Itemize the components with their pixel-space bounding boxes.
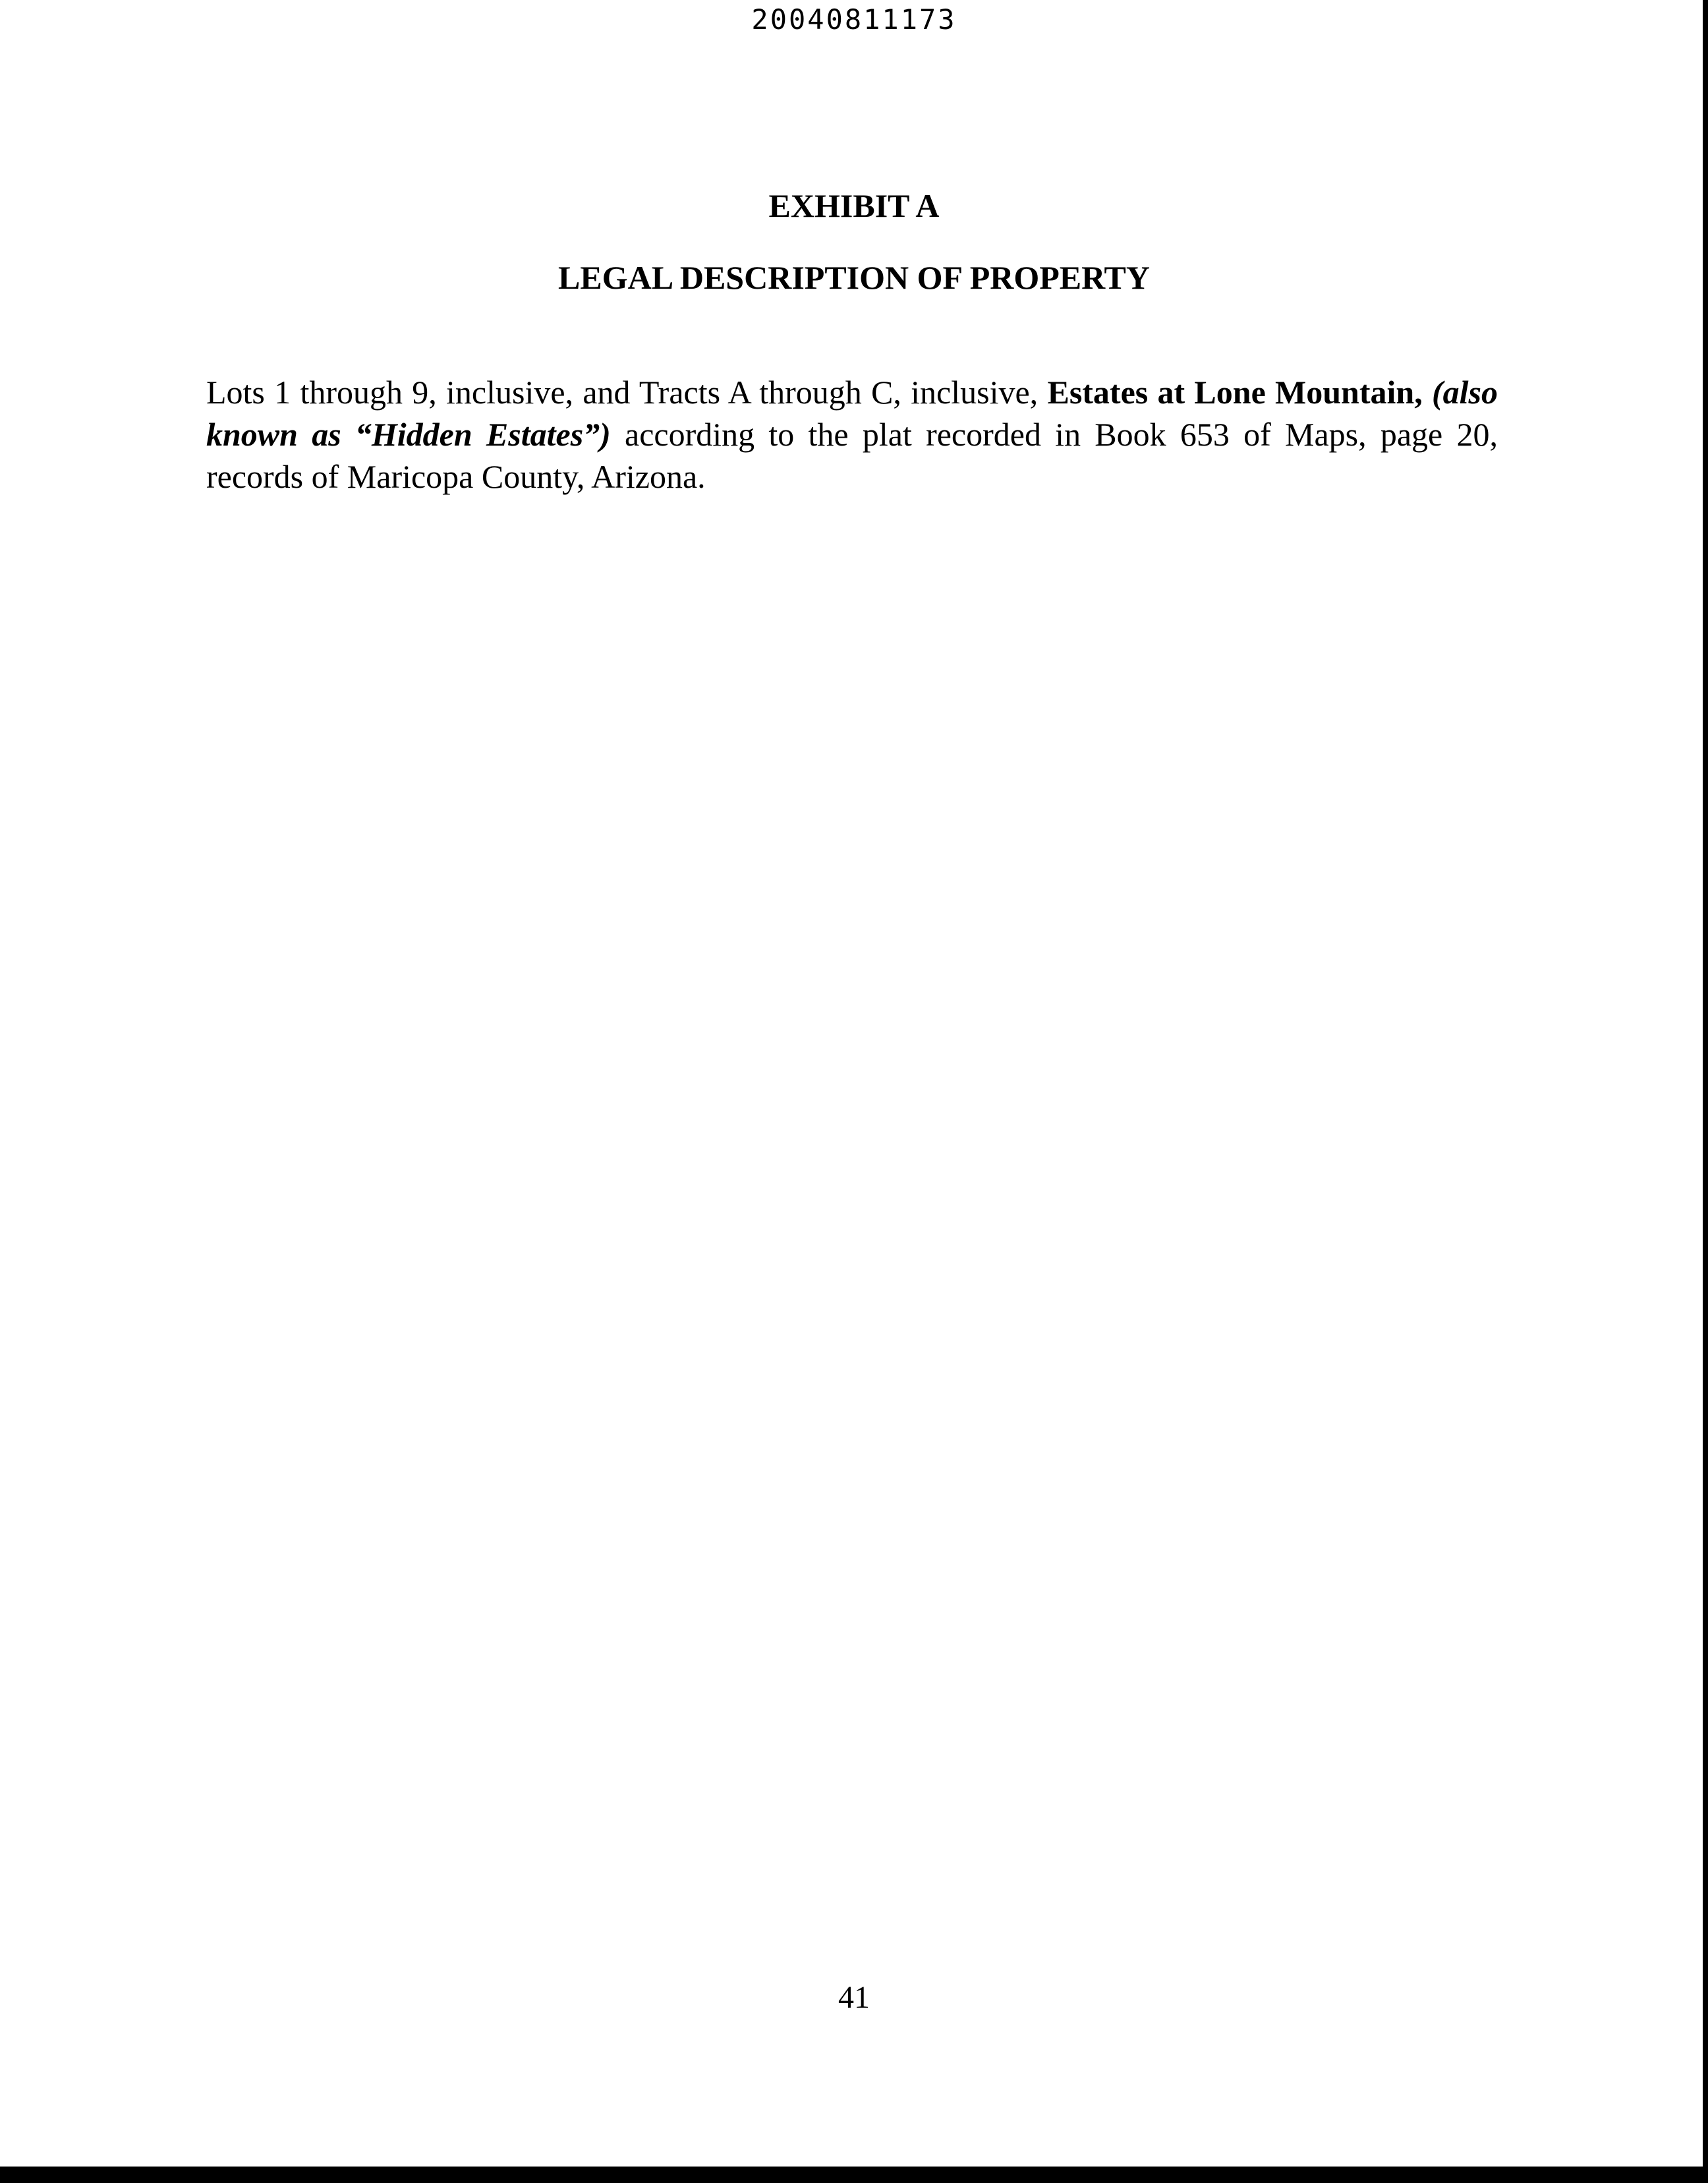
subdivision-name: Estates at Lone Mountain,: [1047, 374, 1423, 411]
exhibit-title: EXHIBIT A: [768, 187, 940, 224]
scan-border-bottom: [0, 2167, 1708, 2183]
legal-description-paragraph: [206, 371, 1498, 498]
page-number: 41: [838, 1980, 870, 2015]
legal-description-spacer: [1423, 374, 1432, 411]
aka-name: (also known as “Hidden Estates”): [206, 374, 1498, 453]
legal-description-text-end: according to the plat recorded in Book 653 of Maps, page 20, records of Maricopa County, Arizona.: [206, 416, 1498, 495]
exhibit-subtitle: LEGAL DESCRIPTION OF PROPERTY: [558, 259, 1150, 296]
recording-number: 20040811173: [751, 3, 957, 36]
legal-description-text: Lots 1 through 9, inclusive, and Tracts A through C, inclusive,: [206, 374, 1048, 411]
scan-border-right: [1703, 0, 1708, 2183]
